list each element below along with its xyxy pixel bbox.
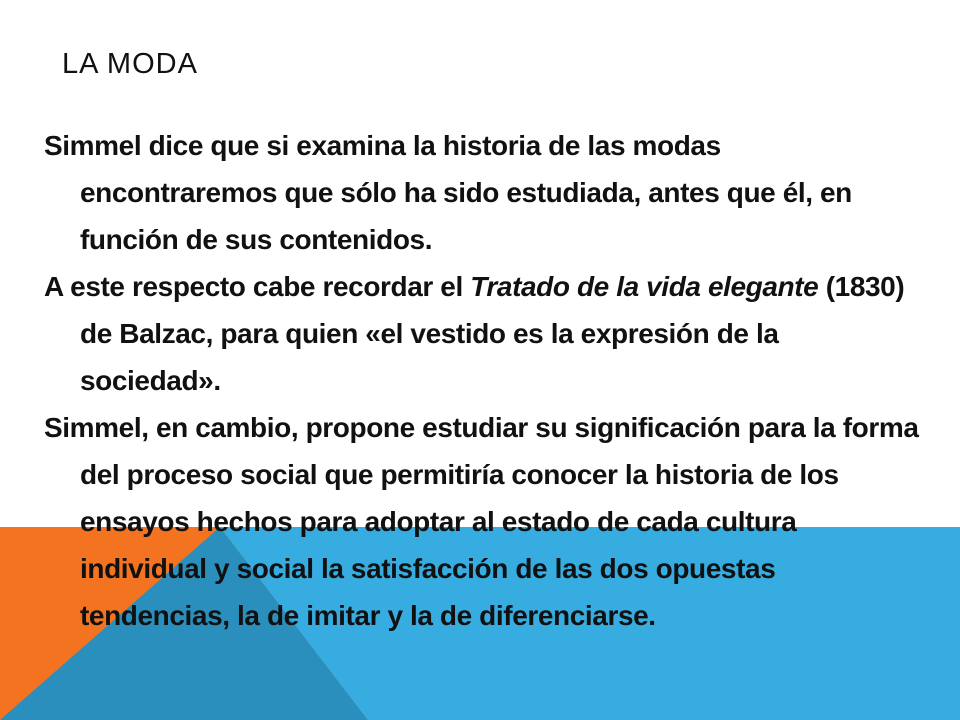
paragraph-3: Simmel, en cambio, propone estudiar su significación para la forma del proceso social que permitiría conocer la historia de los ensayos hechos para adoptar al estado de cada cultura individual y social la satisfacción de las dos opuestas tendencias, la de imitar y la de diferenciarse. (44, 412, 919, 631)
book-title: Tratado de la vida elegante (470, 271, 819, 302)
slide-body (44, 122, 924, 639)
paragraph-1: Simmel dice que si examina la historia de las modas encontraremos que sólo ha sido estudiada, antes que él, en función de sus contenidos. (44, 130, 852, 255)
paragraph-2-before: A este respecto cabe recordar el (44, 271, 471, 302)
paragraph-2-after: (1830) de Balzac, para quien «el vestido es la expresión de la sociedad». (80, 271, 905, 396)
paragraph-2 (44, 263, 924, 404)
slide-title: LA MODA (62, 48, 198, 80)
